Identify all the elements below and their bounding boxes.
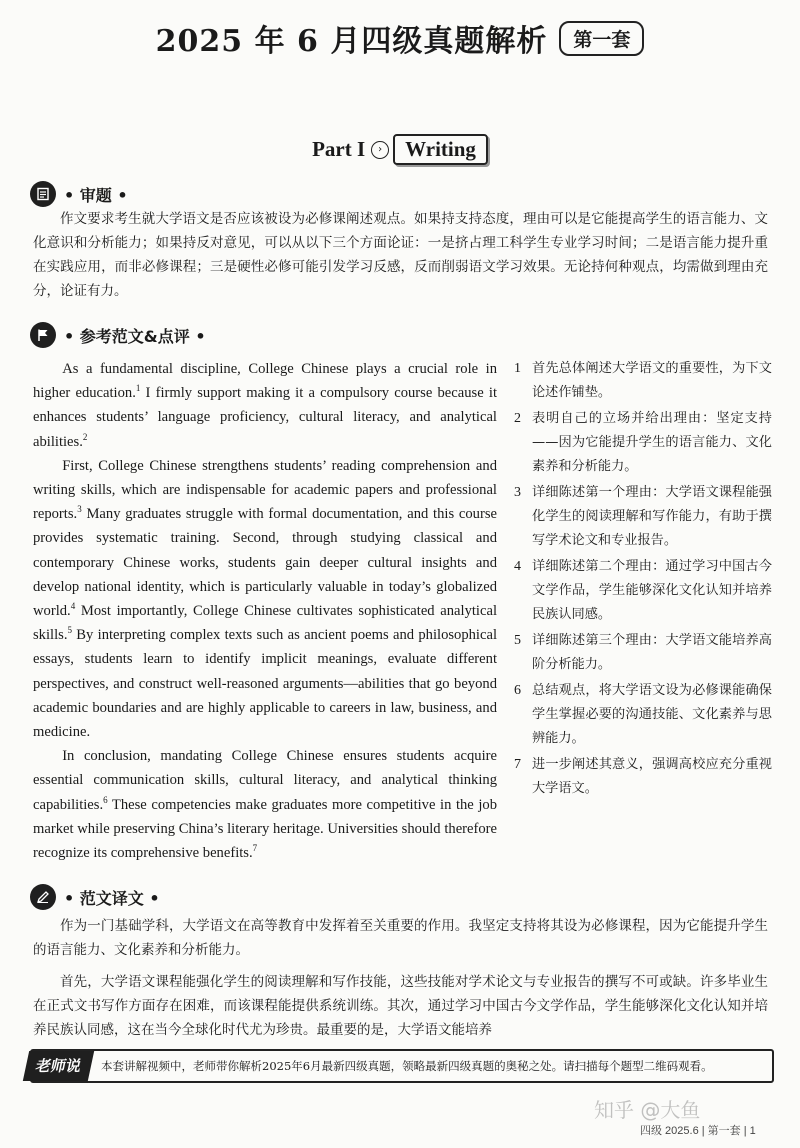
essay-sentence: In conclusion, mandating College Chinese ensures students acquire essential communication skills, cultural literacy, and analytical thinking capabilities. bbox=[33, 748, 497, 813]
note-item: 3 详细陈述第一个理由：大学语文课程能强化学生的阅读理解和写作能力，有助于撰写学术论文和专业报告。 bbox=[514, 485, 772, 548]
banner-text: 本套讲解视频中，老师带你解析2025年6月最新四级真题，领略最新四级真题的奥秘之处。请扫描每个题型二维码观看。 bbox=[101, 1059, 713, 1073]
set-badge: 第一套 bbox=[559, 21, 644, 56]
note-marker: 5 bbox=[67, 625, 72, 636]
note-marker: 7 bbox=[252, 843, 258, 854]
essay-sentence: Many graduates struggle with formal documentation, and this course provides systematic training. Second, through studying classical and contemporary Chinese works, students gain deeper cultural insights and develop national identity, which is particularly valuable in today’s globalized world. bbox=[33, 506, 497, 620]
section-title: • 审题 • bbox=[64, 185, 128, 205]
essay-paragraph bbox=[33, 454, 497, 744]
banner-tag: 老师说 bbox=[23, 1051, 94, 1081]
translation-paragraph: 首先，大学语文课程能强化学生的阅读理解和写作技能，这些技能对学术论文与专业报告的撰写不可或缺。许多毕业生在正式文书写作方面存在困难，而该课程能提供系统训练。其次，通过学习中国古今文学作品，学生能够深化文化认知并培养民族认同感，这在当今全球化时代尤为珍贵。最重要的是，大学语文能培养 bbox=[33, 974, 768, 1038]
part-name: Writing bbox=[393, 134, 488, 165]
note-marker: 4 bbox=[70, 601, 76, 612]
commentary-notes bbox=[514, 357, 772, 803]
section-sample-heading bbox=[30, 321, 206, 349]
note-item: 4 详细陈述第二个理由：通过学习中国古今文学作品，学生能够深化文化认知并培养民族认同感。 bbox=[514, 559, 772, 622]
review-text: 作文要求考生就大学语文是否应该被设为必修课阐述观点。如果持支持态度，理由可以是它能提高学生的语言能力、文化意识和分析能力；如果持反对意见，可以从以下三个方面论证：一是挤占理工科学生专业学习时间；二是语言能力提升重在实践应用，而非必修课程；三是硬性必修可能引发学习反感，反而削弱语文学习效果。无论持何种观点，均需做到理由充分，论证有力。 bbox=[33, 211, 768, 299]
flag-icon bbox=[30, 322, 56, 348]
page-footer: 四级 2025.6 | 第一套 | 1 bbox=[640, 1125, 756, 1137]
part-header bbox=[0, 134, 800, 165]
section-translation-heading bbox=[30, 883, 160, 911]
essay-sentence: First, College Chinese strengthens students’ reading comprehension and writing skills, which are indispensable for academic papers and professional reports. bbox=[33, 457, 497, 523]
part-label: Part I bbox=[312, 137, 366, 161]
teacher-banner bbox=[30, 1049, 774, 1083]
note-marker: 2 bbox=[82, 431, 88, 442]
note-item: 2 表明自己的立场并给出理由：坚定支持——因为它能提升学生的语言能力、文化素养和分析能力。 bbox=[514, 411, 772, 474]
essay-sentence: I firmly support making it a compulsory course because it enhances students’ language proficiency, cultural literacy, and analytical abilities. bbox=[33, 385, 497, 450]
sample-essay bbox=[33, 357, 497, 865]
note-marker: 1 bbox=[135, 383, 141, 394]
section-review-heading bbox=[30, 180, 128, 208]
page-title: 2025 年 6 月四级真题解析 bbox=[155, 24, 548, 59]
essay-paragraph bbox=[33, 744, 497, 865]
arrow-right-icon: › bbox=[371, 141, 389, 159]
section-title: • 范文译文 • bbox=[64, 888, 160, 908]
essay-sentence: These competencies make graduates more competitive in the job market while preserving China’s literary heritage. Universities should therefore recognize its comprehensive benefits. bbox=[33, 796, 497, 862]
note-item: 7 进一步阐述其意义，强调高校应充分重视大学语文。 bbox=[514, 757, 772, 796]
essay-paragraph bbox=[33, 357, 497, 454]
section-title: • 参考范文&点评 • bbox=[64, 326, 206, 346]
essay-sentence: Most importantly, College Chinese cultivates sophisticated analytical skills. bbox=[33, 603, 497, 644]
title-row bbox=[0, 16, 800, 60]
pen-icon bbox=[30, 884, 56, 910]
note-marker: 3 bbox=[77, 504, 82, 515]
note-item: 1 首先总体阐述大学语文的重要性，为下文论述作铺垫。 bbox=[514, 361, 772, 400]
essay-sentence: By interpreting complex texts such as ancient poems and philosophical essays, students learn to identify implicit meanings, evaluate different perspectives, and construct well-reasoned arguments—abilities that go beyond academic boundaries and are highly applicable to careers in law, business, and medicine. bbox=[33, 627, 497, 741]
note-item: 5 详细陈述第三个理由：大学语文能培养高阶分析能力。 bbox=[514, 633, 772, 672]
note-marker: 6 bbox=[103, 794, 108, 805]
translation-paragraph: 作为一门基础学科，大学语文在高等教育中发挥着至关重要的作用。我坚定支持将其设为必修课程，因为它能提升学生的语言能力、文化素养和分析能力。 bbox=[33, 918, 768, 958]
note-item: 6 总结观点，将大学语文设为必修课能确保学生掌握必要的沟通技能、文化素养与思辨能力。 bbox=[514, 683, 772, 746]
essay-sentence: As a fundamental discipline, College Chinese plays a crucial role in higher education. bbox=[33, 361, 497, 402]
document-icon bbox=[30, 181, 56, 207]
watermark: 知乎 @大鱼 bbox=[594, 1098, 701, 1122]
